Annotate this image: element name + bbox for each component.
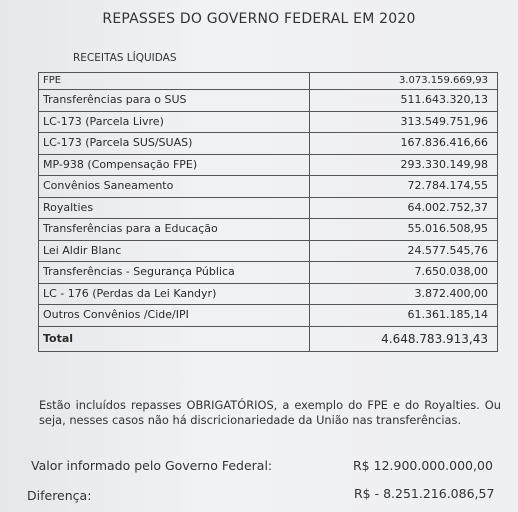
total-value: 4.648.783.913,43 xyxy=(310,326,498,351)
row-value: 7.650.038,00 xyxy=(310,262,498,284)
row-name: LC-173 (Parcela Livre) xyxy=(39,111,310,133)
row-value: 3.872.400,00 xyxy=(310,283,498,305)
federal-value-label: Valor informado pelo Governo Federal: xyxy=(31,458,273,473)
total-label: Total xyxy=(39,326,310,351)
table-row xyxy=(39,111,498,133)
row-name: Transferências para o SUS xyxy=(39,90,310,112)
row-value: 64.002.752,37 xyxy=(310,197,498,219)
explanatory-note: Estão incluídos repasses OBRIGATÓRIOS, a exemplo do FPE e do Royalties. Ou seja, nesses casos não há discricionariedade da União nas transferências. xyxy=(39,398,501,427)
table-row xyxy=(39,283,498,305)
row-value: 61.361.185,14 xyxy=(310,305,498,327)
row-name: Royalties xyxy=(39,197,310,219)
table-row xyxy=(39,73,498,90)
revenue-table xyxy=(38,72,498,352)
total-row xyxy=(39,326,498,351)
row-value: 3.073.159.669,93 xyxy=(310,73,498,90)
difference-label: Diferença: xyxy=(27,488,92,503)
table-row xyxy=(39,197,498,219)
revenue-table-body xyxy=(39,73,498,352)
row-value: 313.549.751,96 xyxy=(310,111,498,133)
row-name: LC - 176 (Perdas da Lei Kandyr) xyxy=(39,283,310,305)
difference-amount: R$ - 8.251.216.086,57 xyxy=(354,486,495,501)
row-name: MP-938 (Compensação FPE) xyxy=(39,154,310,176)
row-name: Transferências para a Educação xyxy=(39,219,310,241)
table-row xyxy=(39,154,498,176)
row-name: Convênios Saneamento xyxy=(39,176,310,198)
table-row xyxy=(39,240,498,262)
row-value: 293.330.149,98 xyxy=(310,154,498,176)
row-name: Outros Convênios /Cide/IPI xyxy=(39,305,310,327)
row-value: 167.836.416,66 xyxy=(310,133,498,155)
page-title: REPASSES DO GOVERNO FEDERAL EM 2020 xyxy=(102,11,416,27)
table-row xyxy=(39,176,498,198)
table-subtitle: RECEITAS LÍQUIDAS xyxy=(73,52,177,64)
row-name: LC-173 (Parcela SUS/SUAS) xyxy=(39,133,310,155)
row-value: 24.577.545,76 xyxy=(310,240,498,262)
federal-value-amount: R$ 12.900.000.000,00 xyxy=(353,458,493,473)
table-row xyxy=(39,262,498,284)
row-name: Lei Aldir Blanc xyxy=(39,240,310,262)
table-row xyxy=(39,133,498,155)
row-value: 72.784.174,55 xyxy=(310,176,498,198)
row-value: 55.016.508,95 xyxy=(310,219,498,241)
row-value: 511.643.320,13 xyxy=(310,90,498,112)
table-row xyxy=(39,305,498,327)
row-name: Transferências - Segurança Pública xyxy=(39,262,310,284)
table-row xyxy=(39,219,498,241)
table-row xyxy=(39,90,498,112)
row-name: FPE xyxy=(39,73,310,90)
